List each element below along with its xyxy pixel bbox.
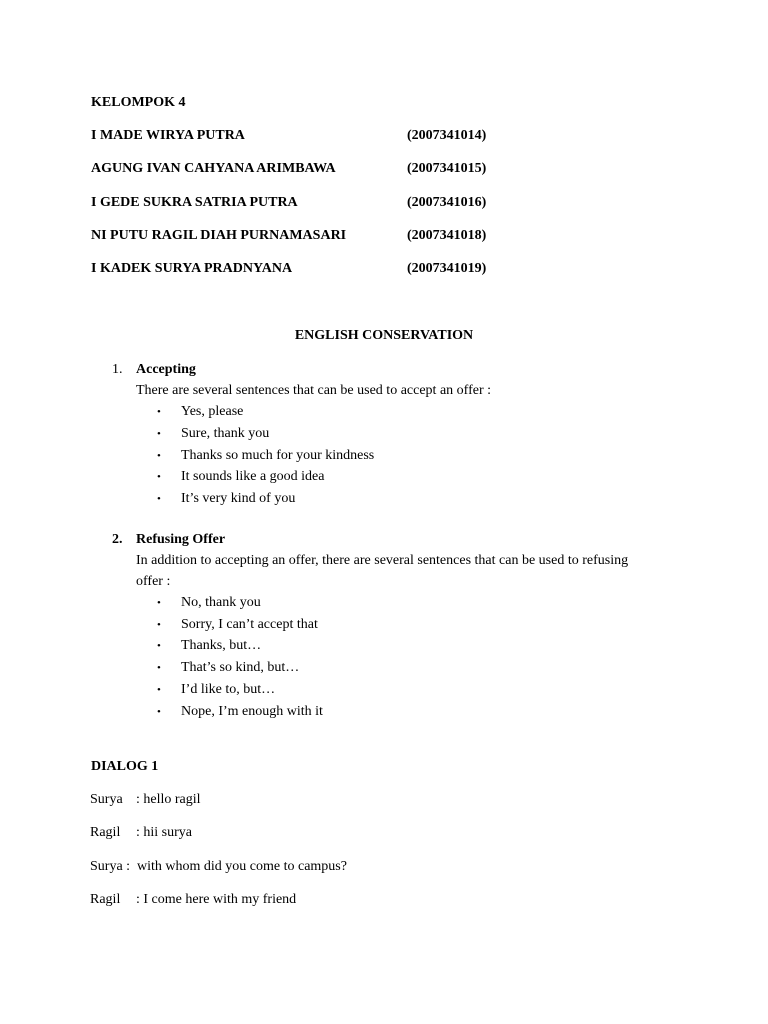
bullet-icon: •: [157, 662, 161, 674]
bullet-icon: •: [157, 597, 161, 609]
member-id: (2007341015): [407, 161, 487, 176]
group-title: KELOMPOK 4: [91, 95, 186, 110]
list-item: Yes, please: [181, 404, 244, 419]
section-heading: Accepting: [136, 362, 196, 377]
section-intro-line: offer :: [136, 574, 171, 589]
bullet-icon: •: [157, 406, 161, 418]
list-item: Thanks so much for your kindness: [181, 448, 375, 463]
list-item: I’d like to, but…: [181, 682, 276, 697]
member-id: (2007341016): [407, 195, 487, 210]
bullet-icon: •: [157, 450, 161, 462]
bullet-icon: •: [157, 471, 161, 483]
section-heading: Refusing Offer: [136, 532, 226, 547]
member-id: (2007341014): [407, 128, 487, 143]
list-item: Sure, thank you: [181, 426, 270, 441]
dialog-speaker: Surya :: [90, 859, 131, 874]
list-item: It’s very kind of you: [181, 491, 296, 506]
member-name: NI PUTU RAGIL DIAH PURNAMASARI: [91, 228, 347, 243]
bullet-icon: •: [157, 428, 161, 440]
bullet-icon: •: [157, 640, 161, 652]
dialog-text: with whom did you come to campus?: [137, 859, 347, 874]
member-id: (2007341018): [407, 228, 487, 243]
section-intro: There are several sentences that can be used to accept an offer :: [136, 383, 491, 398]
dialog-speaker: Ragil: [90, 825, 121, 840]
member-name: I KADEK SURYA PRADNYANA: [91, 261, 293, 276]
section-intro-line: In addition to accepting an offer, there are several sentences that can be used to refusing: [136, 553, 629, 568]
list-item: No, thank you: [181, 595, 261, 610]
document-title: ENGLISH CONSERVATION: [294, 328, 474, 343]
dialog-speaker: Surya: [90, 792, 123, 807]
member-name: I MADE WIRYA PUTRA: [91, 128, 245, 143]
dialog-text: : hii surya: [136, 825, 192, 840]
dialog-speaker: Ragil: [90, 892, 121, 907]
member-name: AGUNG IVAN CAHYANA ARIMBAWA: [91, 161, 336, 176]
dialog-text: : I come here with my friend: [136, 892, 297, 907]
list-item: Thanks, but…: [181, 638, 262, 653]
member-name: I GEDE SUKRA SATRIA PUTRA: [91, 195, 298, 210]
list-item: It sounds like a good idea: [181, 469, 325, 484]
dialog-title: DIALOG 1: [91, 759, 159, 774]
section-number: 1.: [112, 362, 123, 377]
bullet-icon: •: [157, 493, 161, 505]
bullet-icon: •: [157, 619, 161, 631]
dialog-text: : hello ragil: [136, 792, 201, 807]
bullet-icon: •: [157, 706, 161, 718]
member-id: (2007341019): [407, 261, 487, 276]
list-item: Nope, I’m enough with it: [181, 704, 323, 719]
section-number: 2.: [112, 532, 123, 547]
list-item: Sorry, I can’t accept that: [181, 617, 318, 632]
list-item: That’s so kind, but…: [181, 660, 300, 675]
bullet-icon: •: [157, 684, 161, 696]
